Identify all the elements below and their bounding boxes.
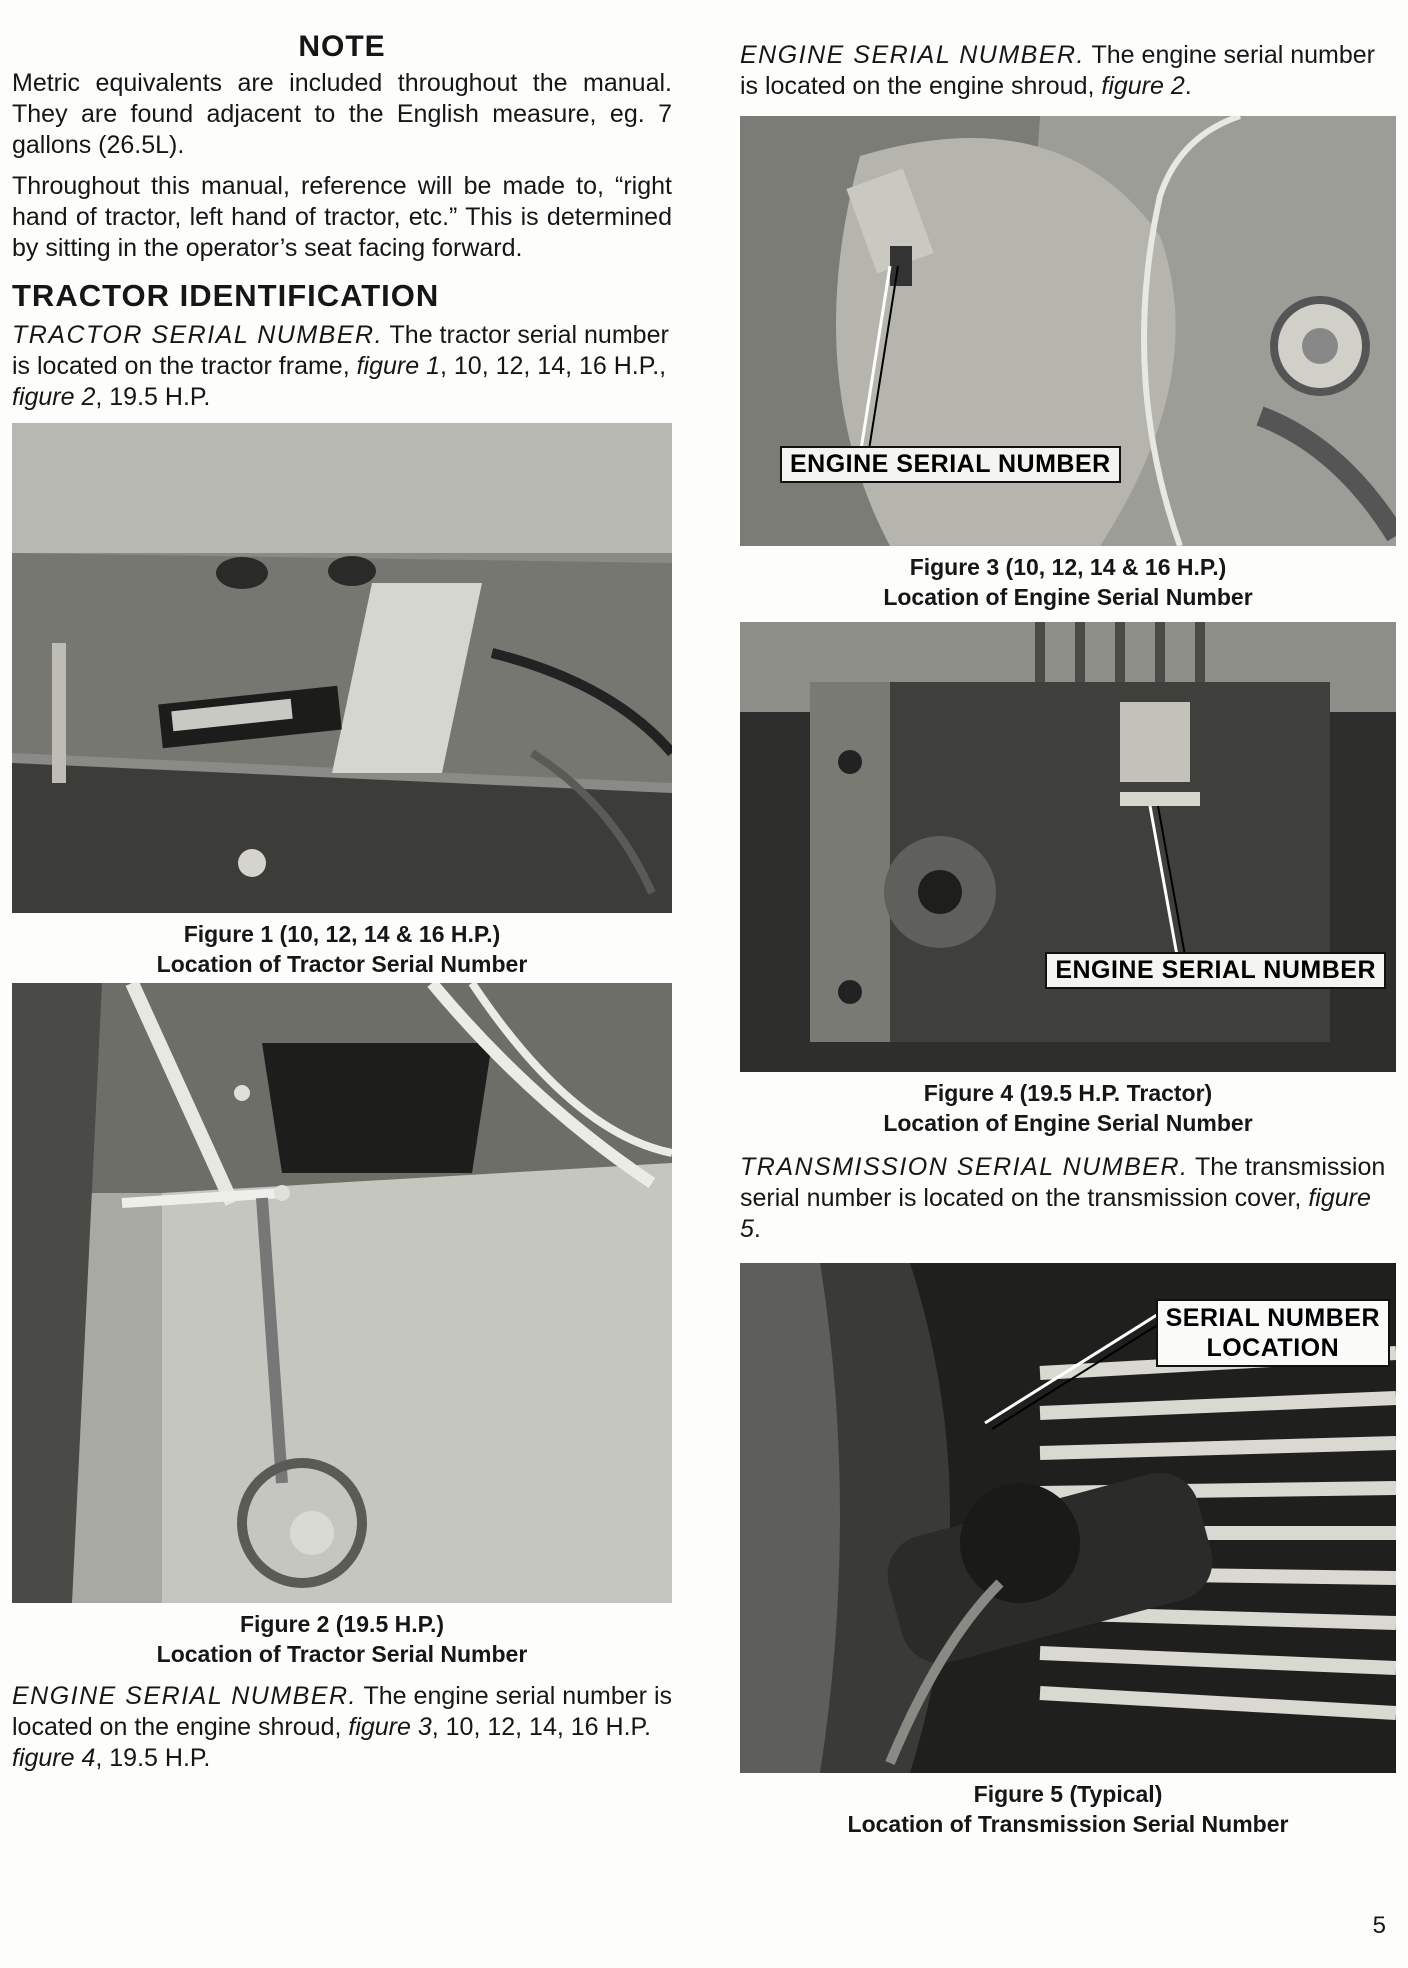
figure-1-reference: figure 1 bbox=[356, 352, 440, 380]
engine-serial-paragraph-left bbox=[12, 1681, 672, 1774]
tractor-frame-photo-illustration bbox=[12, 423, 672, 913]
callout-serial-number-text: SERIAL NUMBER bbox=[1165, 1304, 1380, 1332]
engine-serial-text-right: The engine serial number is located on the engine shroud, bbox=[740, 41, 1376, 100]
figure-5-caption bbox=[740, 1779, 1396, 1839]
figure-3-caption bbox=[740, 552, 1396, 612]
transmission-serial-text: The transmission serial number is located on the transmission cover, bbox=[740, 1153, 1386, 1212]
left-column bbox=[12, 30, 672, 1784]
right-column bbox=[740, 40, 1396, 1849]
figure-5-reference: figure 5 bbox=[740, 1184, 1371, 1243]
figure-4-photo bbox=[740, 622, 1396, 1072]
figure-5-caption-description: Location of Transmission Serial Number bbox=[847, 1811, 1289, 1837]
engine-serial-text-3: , 19.5 H.P. bbox=[95, 1744, 211, 1772]
note-paragraph-metric: Metric equivalents are included throughout the manual. They are found adjacent to the English measure, eg. 7 gallons (26.5L). bbox=[12, 69, 672, 159]
figure-1-photo bbox=[12, 423, 672, 913]
figure-2-reference-right: figure 2 bbox=[1101, 72, 1185, 100]
engine-serial-number-callout-fig4: ENGINE SERIAL NUMBER bbox=[1045, 952, 1386, 989]
figure-5-caption-title: Figure 5 (Typical) bbox=[973, 1781, 1163, 1807]
callout-location-text: LOCATION bbox=[1206, 1334, 1340, 1362]
figure-2-caption-title: Figure 2 (19.5 H.P.) bbox=[239, 1611, 445, 1637]
figure-3-reference: figure 3 bbox=[348, 1713, 432, 1741]
figure-1-caption-description: Location of Tractor Serial Number bbox=[156, 951, 528, 977]
engine-serial-paragraph-right bbox=[740, 40, 1396, 102]
figure-3-caption-description: Location of Engine Serial Number bbox=[883, 584, 1253, 610]
figure-4-caption-description: Location of Engine Serial Number bbox=[883, 1110, 1253, 1136]
engine-serial-number-callout-fig3: ENGINE SERIAL NUMBER bbox=[780, 446, 1121, 483]
transmission-serial-text-2: . bbox=[753, 1215, 761, 1243]
note-paragraph-orientation: Throughout this manual, reference will be made to, “right hand of tractor, left hand of tractor, etc.” This is determined by sitting in the operator’s seat facing forward. bbox=[12, 172, 672, 262]
figure-2-photo bbox=[12, 983, 672, 1603]
figure-3-photo bbox=[740, 116, 1396, 546]
figure-2-reference: figure 2 bbox=[12, 383, 96, 411]
tractor-serial-paragraph bbox=[12, 320, 672, 413]
tractor-bracket-photo-illustration bbox=[12, 983, 672, 1603]
transmission-serial-paragraph bbox=[740, 1152, 1396, 1245]
engine-serial-text: The engine serial number is located on the engine shroud, bbox=[12, 1682, 673, 1741]
tractor-serial-text-3: , 19.5 H.P. bbox=[95, 383, 211, 411]
figure-1-caption bbox=[12, 919, 672, 979]
engine-serial-text-2: , 10, 12, 14, 16 H.P. bbox=[431, 1713, 651, 1741]
figure-2-caption-description: Location of Tractor Serial Number bbox=[156, 1641, 528, 1667]
tractor-serial-lead: TRACTOR SERIAL NUMBER. bbox=[12, 321, 384, 349]
figure-4-reference: figure 4 bbox=[12, 1744, 96, 1772]
figure-5-photo bbox=[740, 1263, 1396, 1773]
transmission-serial-lead: TRANSMISSION SERIAL NUMBER. bbox=[740, 1153, 1189, 1181]
figure-4-caption-title: Figure 4 (19.5 H.P. Tractor) bbox=[923, 1080, 1213, 1106]
engine-block-photo-illustration bbox=[740, 622, 1396, 1072]
engine-serial-lead: ENGINE SERIAL NUMBER. bbox=[12, 1682, 358, 1710]
tractor-serial-text: The tractor serial number is located on the tractor frame, bbox=[12, 321, 669, 380]
serial-number-location-callout bbox=[1156, 1299, 1390, 1367]
page-number: 5 bbox=[1372, 1912, 1386, 1939]
note-heading: NOTE bbox=[298, 30, 386, 63]
engine-serial-lead-right: ENGINE SERIAL NUMBER. bbox=[740, 41, 1086, 69]
section-heading-tractor-identification: TRACTOR IDENTIFICATION bbox=[12, 278, 440, 313]
figure-1-caption-title: Figure 1 (10, 12, 14 & 16 H.P.) bbox=[183, 921, 501, 947]
figure-4-caption bbox=[740, 1078, 1396, 1138]
figure-2-caption bbox=[12, 1609, 672, 1669]
figure-3-caption-title: Figure 3 (10, 12, 14 & 16 H.P.) bbox=[909, 554, 1227, 580]
tractor-serial-text-2: , 10, 12, 14, 16 H.P., bbox=[440, 352, 667, 380]
engine-serial-text-right-2: . bbox=[1184, 72, 1192, 100]
